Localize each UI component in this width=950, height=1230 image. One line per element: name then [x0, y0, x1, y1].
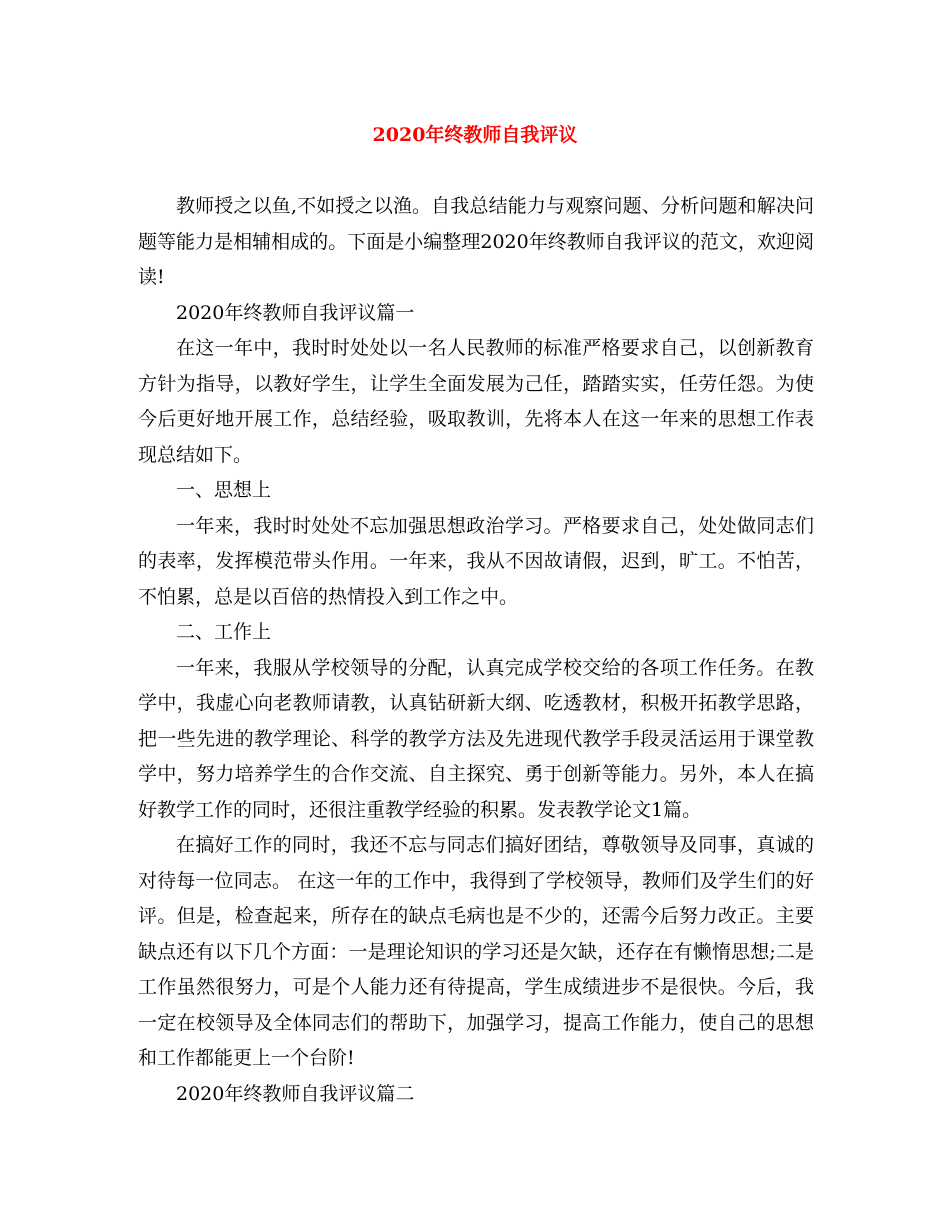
- subheading-work: 二、工作上: [176, 621, 272, 643]
- document-title: 2020年终教师自我评议: [372, 124, 578, 146]
- document-body: [138, 189, 814, 1112]
- body-paragraph: 在这一年中，我时时处处以一名人民教师的标准严格要求自己，以创新教育方针为指导，以教好学生，让学生全面发展为己任，踏踏实实，任劳任怨。为使今后更好地开展工作，总结经验，吸取教训，先将本人在这一年来的思想工作表现总结如下。: [138, 337, 814, 466]
- section-heading-part-two: 2020年终教师自我评议篇二: [176, 1082, 415, 1105]
- body-paragraph: 在搞好工作的同时，我还不忘与同志们搞好团结，尊敬领导及同事，真诚的对待每一位同志。 在这一年的工作中，我得到了学校领导，教师们及学生们的好评。但是，检查起来，所存在的缺点毛病也是不少的，还需今后努力改正。主要缺点还有以下几个方面：一是理论知识的学习还是欠缺，还存在有懒惰思想;二是工作虽然很努力，可是个人能力还有待提高，学生成绩进步不是很快。今后，我一定在校领导及全体同志们的帮助下，加强学习，提高工作能力，使自己的思想和工作都能更上一个台阶!: [138, 834, 814, 1069]
- section-heading-part-one: 2020年终教师自我评议篇一: [176, 301, 415, 324]
- body-paragraph: 一年来，我时时处处不忘加强思想政治学习。严格要求自己，处处做同志们的表率，发挥模范带头作用。一年来，我从不因故请假，迟到，旷工。不怕苦，不怕累，总是以百倍的热情投入到工作之中。: [138, 514, 814, 608]
- intro-paragraph: 教师授之以鱼,不如授之以渔。自我总结能力与观察问题、分析问题和解决问题等能力是相辅相成的。下面是小编整理2020年终教师自我评议的范文，欢迎阅读!: [138, 195, 814, 288]
- body-paragraph: 一年来，我服从学校领导的分配，认真完成学校交给的各项工作任务。在教学中，我虚心向老教师请教，认真钻研新大纲、吃透教材，积极开拓教学思路，把一些先进的教学理论、科学的教学方法及先进现代教学手段灵活运用于课堂教学中，努力培养学生的合作交流、自主探究、勇于创新等能力。另外，本人在搞好教学工作的同时，还很注重教学经验的积累。发表教学论文1篇。: [138, 656, 814, 821]
- subheading-thinking: 一、思想上: [176, 479, 272, 501]
